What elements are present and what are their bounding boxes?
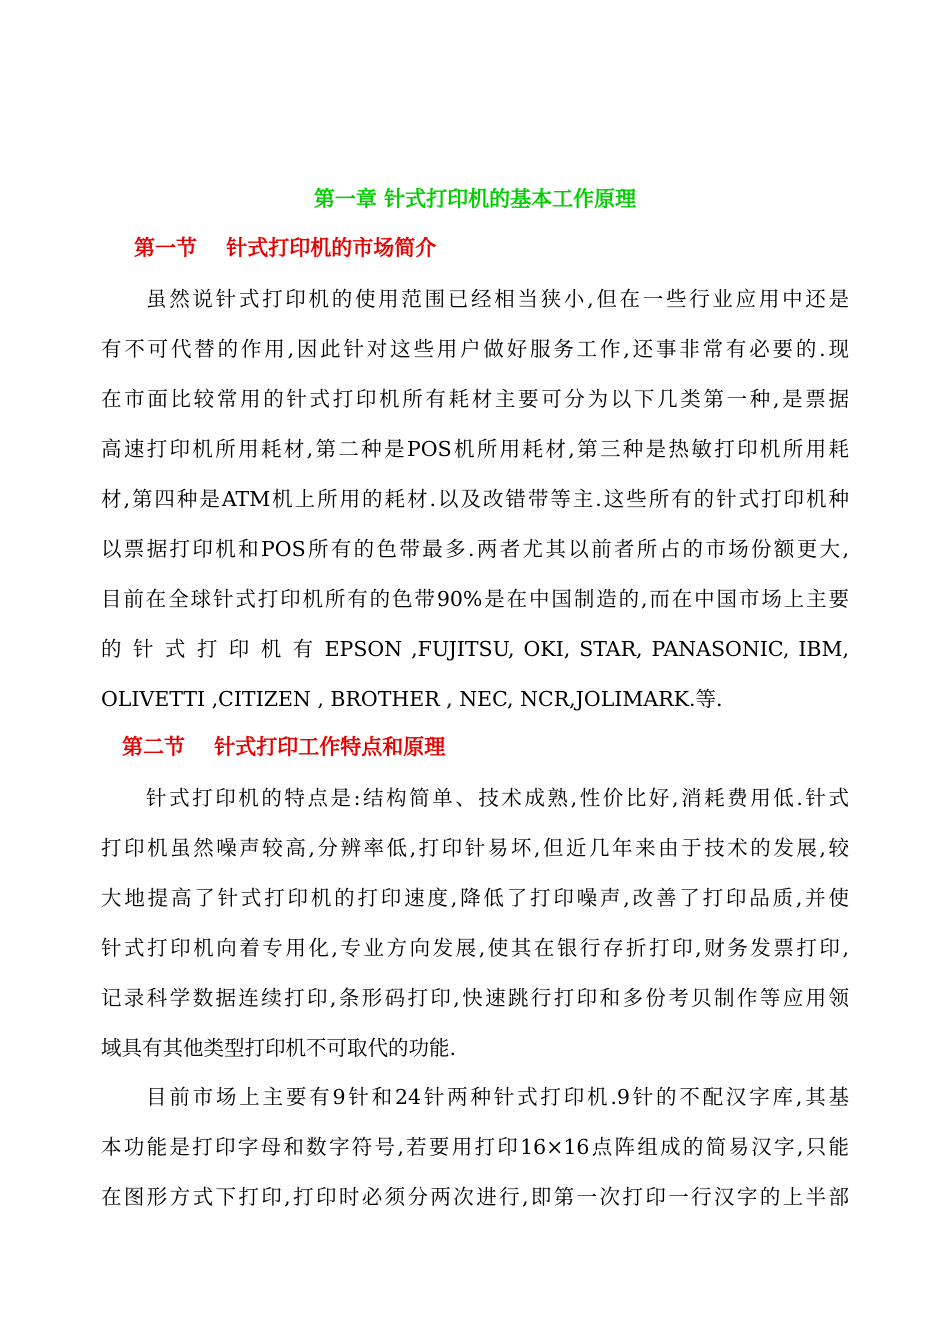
section1-paragraph [101,274,849,724]
paragraph-line: 针式打印机向着专用化,专业方向发展,使其在银行存折打印,财务发票打印, [101,936,849,960]
chapter-title: 第一章 针式打印机的基本工作原理 [313,186,637,211]
paragraph-line: 本功能是打印字母和数字符号,若要用打印16×16点阵组成的简易汉字,只能 [101,1135,849,1159]
paragraph-line: 打印机虽然噪声较高,分辨率低,打印针易坏,但近几年来由于技术的发展,较 [101,836,849,860]
paragraph-line: 虽然说针式打印机的使用范围已经相当狭小,但在一些行业应用中还是 [146,287,849,311]
paragraph-line: 目前在全球针式打印机所有的色带90%是在中国制造的,而在中国市场上主要 [101,587,849,611]
paragraph-line: 以票据打印机和POS所有的色带最多.两者尤其以前者所占的市场份额更大, [101,537,849,561]
paragraph-line: 材,第四种是ATM机上所用的耗材.以及改错带等主.这些所有的针式打印机种 [101,487,849,511]
paragraph-line: 记录科学数据连续打印,条形码打印,快速跳行打印和多份考贝制作等应用领 [101,986,849,1010]
paragraph-line: 目前市场上主要有9针和24针两种针式打印机.9针的不配汉字库,其基 [146,1085,849,1109]
paragraph-line: 在市面比较常用的针式打印机所有耗材主要可分为以下几类第一种,是票据 [101,387,849,411]
paragraph-line: 域具有其他类型打印机不可取代的功能. [101,1036,457,1060]
paragraph-line: 有不可代替的作用,因此针对这些用户做好服务工作,还事非常有必要的.现 [101,337,849,361]
paragraph-line: 针式打印机的特点是:结构简单、技术成熟,性价比好,消耗费用低.针式 [146,786,849,810]
section2-paragraph-1 [101,773,849,1073]
paragraph-line: 高速打印机所用耗材,第二种是POS机所用耗材,第三种是热敏打印机所用耗 [101,437,849,461]
paragraph-line: OLIVETTI ,CITIZEN , BROTHER , NEC, NCR,JOLIMARK.等. [101,687,723,711]
section2-paragraph-2 [101,1072,849,1222]
paragraph-line: 大地提高了针式打印机的打印速度,降低了打印噪声,改善了打印品质,并使 [101,886,849,910]
section-title: 第二节 针式打印工作特点和原理 [122,734,446,759]
section-title: 第一节 针式打印机的市场简介 [134,235,437,260]
paragraph-line: 的 针 式 打 印 机 有 EPSON ,FUJITSU, OKI, STAR, PANASONIC, IBM, [101,637,849,661]
paragraph-line: 在图形方式下打印,打印时必须分两次进行,即第一次打印一行汉字的上半部 [101,1185,849,1209]
